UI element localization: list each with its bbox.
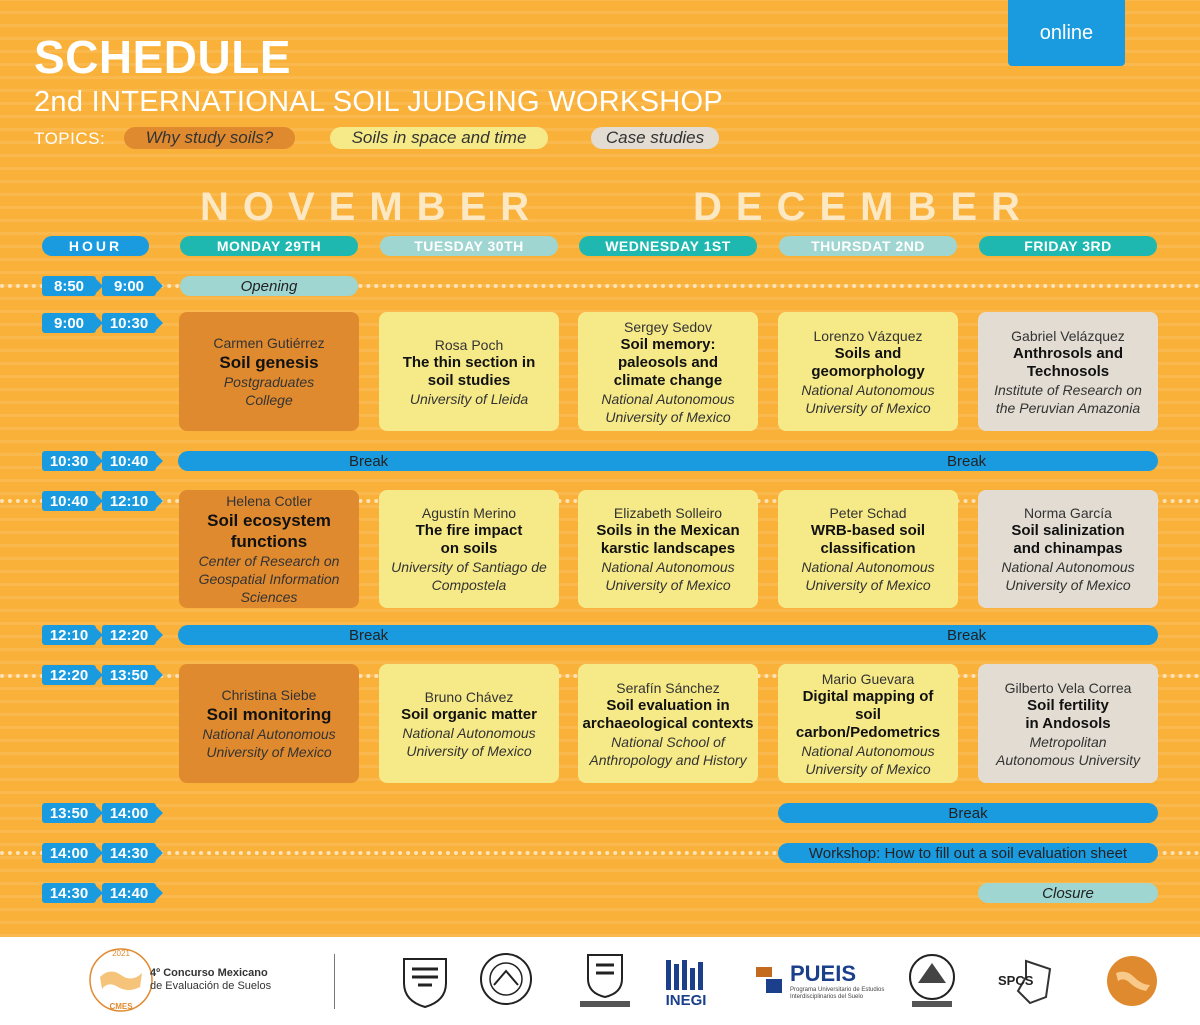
- time-end: 10:30: [102, 313, 156, 333]
- session-title: in Andosols: [1025, 714, 1111, 732]
- institution: University of Lleida: [409, 390, 529, 407]
- time-end: 13:50: [102, 665, 156, 685]
- session-title: Technosols: [1026, 362, 1110, 380]
- time-start: 12:20: [42, 665, 96, 685]
- institution: Geospatial Information: [198, 571, 340, 587]
- institution: University of Mexico: [805, 399, 931, 416]
- session-title: karstic landscapes: [600, 540, 736, 557]
- topic-chip-why-study-soils: Why study soils?: [124, 127, 295, 149]
- session-title: soil carbon/Pedometrics: [795, 705, 941, 741]
- session-card: [978, 664, 1158, 783]
- session-card: [778, 664, 958, 783]
- institution: University of Mexico: [605, 577, 731, 593]
- institution: National Autonomous: [801, 381, 935, 398]
- speaker-name: Gilberto Vela Correa: [1004, 679, 1132, 696]
- speaker-name: Agustín Merino: [421, 505, 517, 521]
- day-monday: MONDAY 29TH: [180, 236, 358, 256]
- month-november: NOVEMBER: [200, 185, 544, 229]
- speaker-name: Bruno Chávez: [424, 688, 514, 705]
- spcs-text: SPCS: [998, 973, 1034, 988]
- time-start: 14:00: [42, 843, 96, 863]
- session-title: The fire impact: [415, 522, 523, 539]
- institution: National Autonomous: [202, 726, 336, 742]
- time-start: 8:50: [42, 276, 96, 296]
- cmes-text: [150, 967, 271, 993]
- session-card: [379, 664, 559, 783]
- inegi-logo: [662, 955, 710, 1011]
- session-card: [578, 312, 758, 431]
- page-title: SCHEDULE: [34, 31, 292, 83]
- day-tuesday: TUESDAY 30TH: [380, 236, 558, 256]
- faculty-logo: [576, 951, 634, 1011]
- session-title: Digital mapping of: [802, 687, 934, 705]
- session-card: [778, 490, 958, 608]
- session-title: archaeological contexts: [582, 714, 754, 732]
- institution: Metropolitan: [1029, 733, 1107, 750]
- institution: Institute of Research on: [994, 381, 1142, 398]
- speaker-name: Peter Schad: [829, 505, 907, 521]
- topic-chip-case-studies: Case studies: [591, 127, 719, 149]
- time-start: 12:10: [42, 625, 96, 645]
- speaker-name: Helena Cotler: [226, 493, 312, 509]
- session-title: Soil evaluation in: [606, 696, 730, 714]
- speaker-name: Norma García: [1024, 505, 1112, 521]
- time-end: 14:00: [102, 803, 156, 823]
- unam-logo: [398, 953, 452, 1009]
- institution: University of Mexico: [206, 744, 332, 760]
- institution: National Autonomous: [601, 559, 735, 575]
- hour-header: HOUR: [42, 236, 149, 256]
- pueis-subtext1: Programa Universitario de Estudios: [790, 987, 885, 993]
- page-subtitle: 2nd INTERNATIONAL SOIL JUDGING WORKSHOP: [34, 86, 724, 118]
- society-logo: [904, 951, 960, 1009]
- session-card: [578, 490, 758, 608]
- session-title: classification: [820, 540, 916, 557]
- institution: Anthropology and History: [589, 751, 747, 768]
- session-card: [978, 312, 1158, 431]
- pueis-text: PUEIS: [790, 961, 857, 986]
- institution: University of Mexico: [605, 408, 731, 425]
- institution: National Autonomous: [801, 559, 935, 575]
- speaker-name: Elizabeth Solleiro: [613, 505, 723, 521]
- session-title: functions: [230, 532, 308, 551]
- session-card: [179, 664, 359, 783]
- time-end: 14:30: [102, 843, 156, 863]
- opening-bar: Opening: [180, 276, 358, 296]
- institution: National Autonomous: [402, 724, 536, 741]
- break-label: Break: [947, 626, 987, 644]
- time-end: 14:40: [102, 883, 156, 903]
- session-card: [179, 312, 359, 431]
- time-start: 13:50: [42, 803, 96, 823]
- institution: National Autonomous: [1001, 559, 1135, 575]
- cmes-line1: 4º Concurso Mexicano: [150, 967, 268, 979]
- time-start: 9:00: [42, 313, 96, 333]
- time-end: 10:40: [102, 451, 156, 471]
- break-label: Break: [349, 452, 389, 470]
- session-card: [978, 490, 1158, 608]
- time-end: 12:10: [102, 491, 156, 511]
- session-title: Soil salinization: [1011, 522, 1125, 539]
- footer-divider: [334, 954, 335, 1009]
- session-title: Soils in the Mexican: [596, 522, 740, 539]
- break-bar: [178, 625, 1158, 645]
- session-title: Soil fertility: [1027, 696, 1109, 714]
- session-card: [179, 490, 359, 608]
- session-title: soil studies: [427, 371, 511, 389]
- topics-label: TOPICS:: [34, 129, 106, 148]
- day-friday: FRIDAY 3RD: [979, 236, 1157, 256]
- institution: Postgraduates: [223, 374, 315, 390]
- session-title: Anthrosols and: [1012, 344, 1123, 362]
- session-title: paleosols and: [617, 353, 719, 371]
- institution: Sciences: [240, 589, 298, 605]
- speaker-name: Christina Siebe: [221, 687, 317, 703]
- institution: University of Mexico: [805, 760, 931, 777]
- institution: National School of: [611, 733, 725, 750]
- session-card: [778, 312, 958, 431]
- speaker-name: Carmen Gutiérrez: [213, 335, 325, 351]
- institution: University of Mexico: [1005, 577, 1131, 593]
- footer-logos: [0, 937, 1200, 1025]
- speaker-name: Gabriel Velázquez: [1011, 327, 1125, 344]
- speaker-name: Rosa Poch: [434, 336, 504, 353]
- speaker-name: Serafín Sánchez: [616, 679, 720, 696]
- time-start: 10:40: [42, 491, 96, 511]
- institution: University of Santiago de: [391, 559, 547, 575]
- time-start: 10:30: [42, 451, 96, 471]
- institution: College: [245, 392, 293, 408]
- institution: University of Mexico: [805, 577, 931, 593]
- session-title: Soil ecosystem: [207, 511, 331, 530]
- month-december: DECEMBER: [693, 185, 1034, 229]
- session-title: on soils: [440, 540, 498, 557]
- workshop-bar: Workshop: How to fill out a soil evaluation sheet: [778, 843, 1158, 863]
- closure-bar: Closure: [978, 883, 1158, 903]
- institution: the Peruvian Amazonia: [995, 399, 1141, 416]
- time-end: 12:20: [102, 625, 156, 645]
- spcs-logo: [996, 957, 1056, 1007]
- speaker-name: Lorenzo Vázquez: [813, 327, 923, 344]
- session-title: WRB-based soil: [810, 522, 926, 539]
- pueis-logo: [752, 961, 885, 1005]
- session-title: The thin section in: [402, 353, 536, 371]
- pueis-subtext2: Interdisciplinarios del Suelo: [790, 994, 864, 1000]
- institution: Center of Research on: [198, 553, 340, 569]
- break-bar: [178, 451, 1158, 471]
- online-tab: online: [1008, 0, 1125, 66]
- cmes-year: 2021: [112, 949, 130, 958]
- day-wednesday: WEDNESDAY 1ST: [579, 236, 757, 256]
- institution: Compostela: [431, 577, 507, 593]
- institution: University of Mexico: [406, 742, 532, 759]
- institution: National Autonomous: [801, 742, 935, 759]
- session-title: Soil monitoring: [206, 705, 332, 724]
- institution: National Autonomous: [601, 390, 735, 407]
- cmes-abbr: CMES: [109, 1002, 133, 1011]
- mexico-map-logo: [1106, 955, 1158, 1007]
- time-start: 14:30: [42, 883, 96, 903]
- session-title: Soils and: [834, 344, 902, 362]
- seal-logo: [478, 951, 534, 1007]
- session-title: and chinampas: [1013, 540, 1123, 557]
- institution: Autonomous University: [996, 751, 1140, 768]
- session-title: geomorphology: [811, 362, 925, 380]
- session-title: climate change: [613, 371, 723, 389]
- break-label: Break: [349, 626, 389, 644]
- break-bar: Break: [778, 803, 1158, 823]
- session-card: [379, 312, 559, 431]
- session-card: [379, 490, 559, 608]
- inegi-text: INEGI: [665, 991, 707, 1009]
- day-thursday: THURSDAT 2ND: [779, 236, 957, 256]
- cmes-logo: [88, 947, 154, 1013]
- break-label: Break: [947, 452, 987, 470]
- session-title: Soil genesis: [219, 353, 319, 372]
- cmes-line2: de Evaluación de Suelos: [150, 980, 272, 992]
- time-end: 9:00: [102, 276, 156, 296]
- session-title: Soil organic matter: [401, 705, 537, 723]
- speaker-name: Mario Guevara: [821, 670, 915, 687]
- session-title: Soil memory:: [620, 335, 716, 353]
- topic-chip-soils-in-space-and-time: Soils in space and time: [330, 127, 548, 149]
- speaker-name: Sergey Sedov: [624, 318, 712, 335]
- session-card: [578, 664, 758, 783]
